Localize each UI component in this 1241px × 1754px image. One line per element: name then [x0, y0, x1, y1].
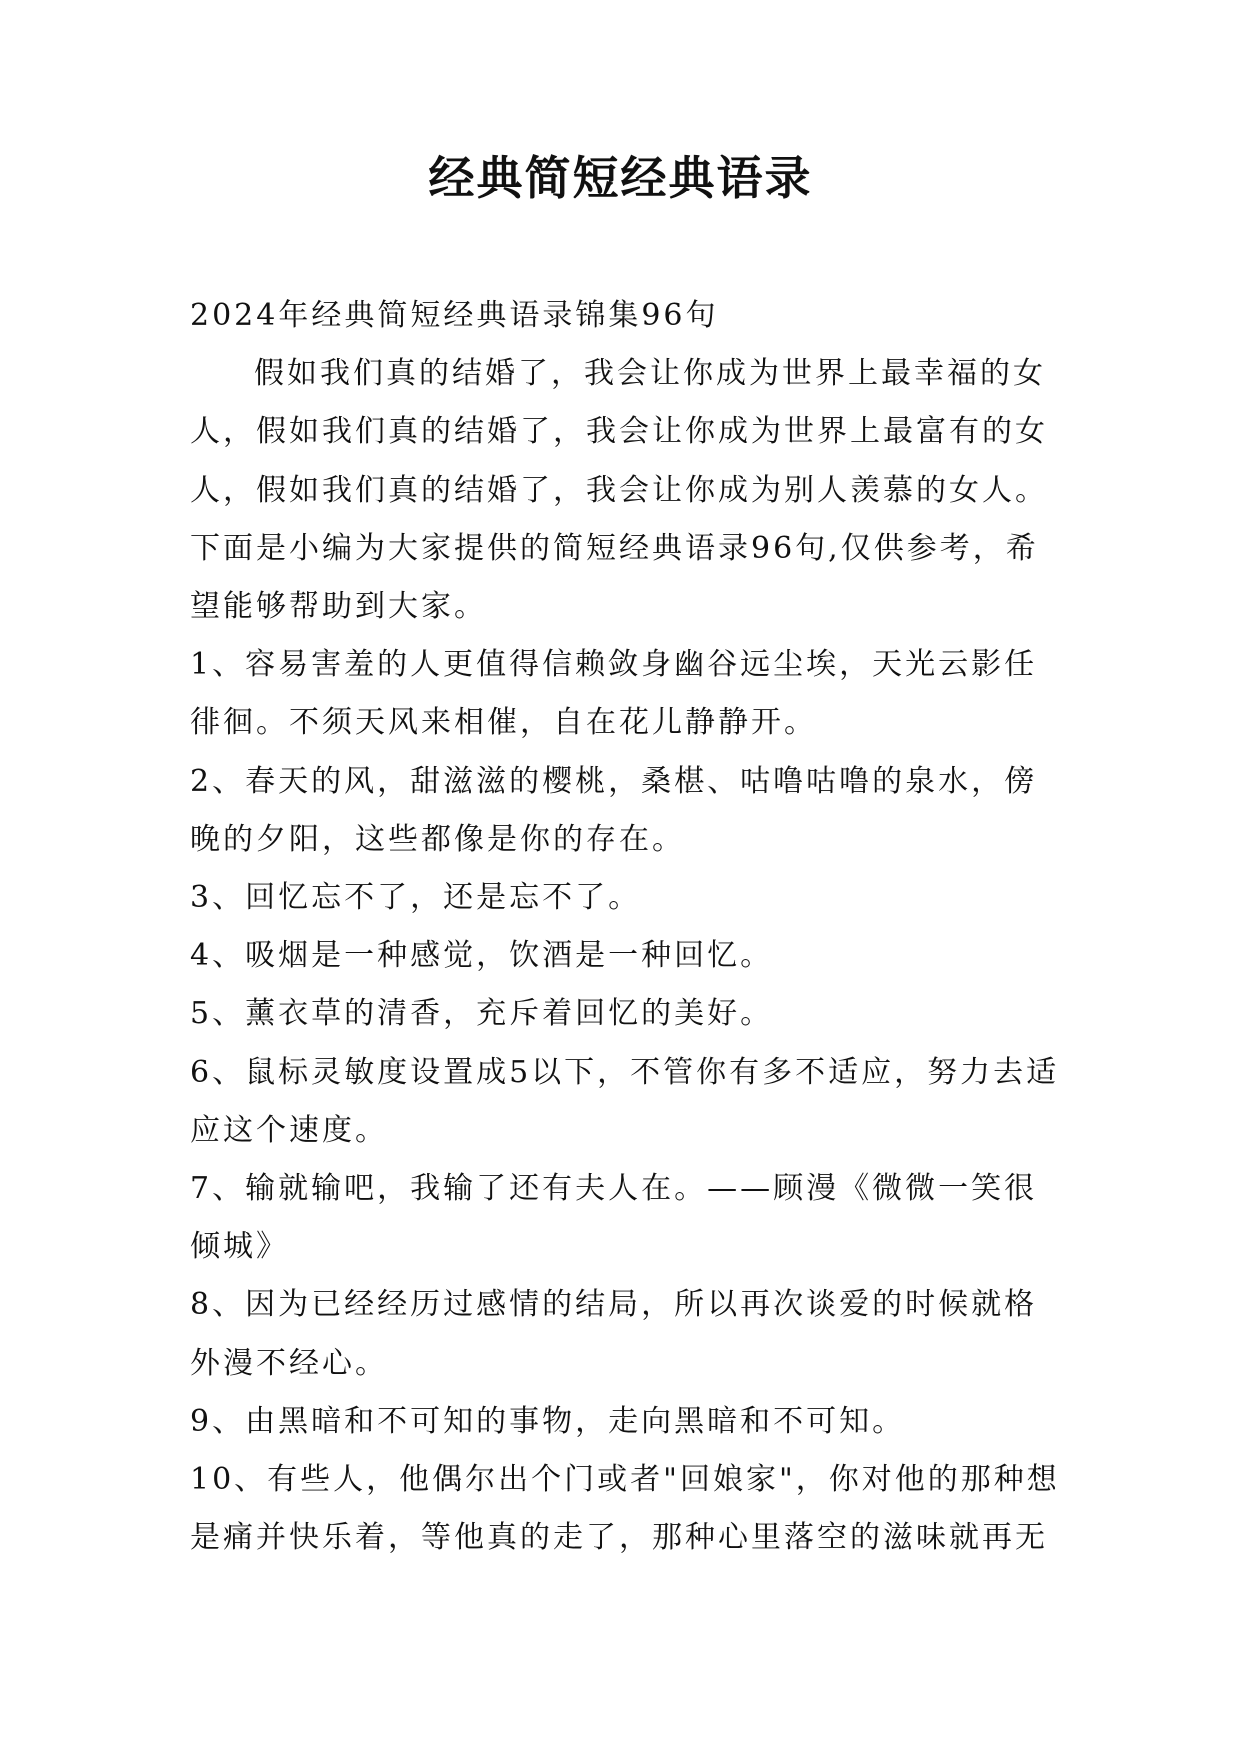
subtitle-line: 2024年经典简短经典语录锦集96句: [190, 298, 719, 333]
document-body: [190, 287, 1070, 1567]
quote-item-5: 5、薰衣草的清香，充斥着回忆的美好。: [190, 996, 774, 1032]
quote-item-2: 2、春天的风，甜滋滋的樱桃，桑椹、咕噜咕噜的泉水，傍晚的夕阳，这些都像是你的存在。: [190, 763, 1038, 857]
quote-item-1: 1、容易害羞的人更值得信赖敛身幽谷远尘埃，天光云影任徘徊。不须天风来相催，自在花儿静静开。: [190, 647, 1038, 741]
quote-item-8: 8、因为已经经历过感情的结局，所以再次谈爱的时候就格外漫不经心。: [190, 1287, 1038, 1381]
quote-item-6: 6、鼠标灵敏度设置成5以下，不管你有多不适应，努力去适应这个速度。: [190, 1054, 1060, 1148]
intro-paragraph: 假如我们真的结婚了，我会让你成为世界上最幸福的女人，假如我们真的结婚了，我会让你成为世界上最富有的女人，假如我们真的结婚了，我会让你成为别人羡慕的女人。下面是小编为大家提供的简短经典语录96句,仅供参考，希望能够帮助到大家。: [190, 356, 1048, 625]
quote-item-10: 10、有些人，他偶尔出个门或者"回娘家"，你对他的那种想是痛并快乐着，等他真的走了，那种心里落空的滋味就再无: [190, 1462, 1060, 1556]
document-title: 经典简短经典语录: [428, 151, 813, 205]
quote-item-7: 7、输就输吧，我输了还有夫人在。——顾漫《微微一笑很倾城》: [190, 1171, 1038, 1265]
quote-item-3: 3、回忆忘不了，还是忘不了。: [190, 880, 642, 916]
quote-item-4: 4、吸烟是一种感觉，饮酒是一种回忆。: [190, 938, 774, 974]
quote-item-9: 9、由黑暗和不可知的事物，走向黑暗和不可知。: [190, 1403, 906, 1439]
